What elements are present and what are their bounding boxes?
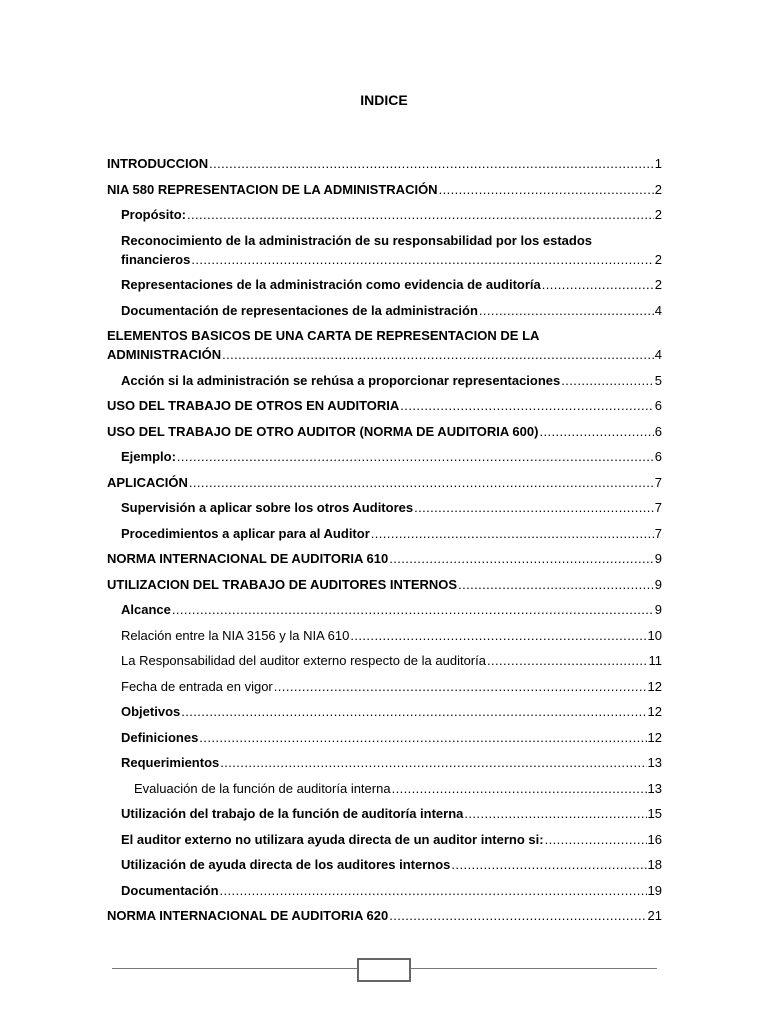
toc-leader-dots <box>414 498 654 517</box>
toc-page-number: 19 <box>647 882 662 898</box>
toc-entry-title: Objetivos <box>121 704 181 719</box>
toc-entry-title: Acción si la administración se rehúsa a proporcionar representaciones <box>121 372 561 388</box>
toc-leader-dots <box>389 549 654 568</box>
toc-entry-title: Propósito: <box>121 207 186 222</box>
toc-entry-title: Supervisión a aplicar sobre los otros Auditores <box>121 500 414 515</box>
toc-page-number: 7 <box>654 500 662 515</box>
toc-entry-title-line: ELEMENTOS BASICOS DE UNA CARTA DE REPRESENTACION DE LA <box>107 328 540 343</box>
toc-entry-title: INTRODUCCION <box>107 156 209 171</box>
toc-entry[interactable] <box>107 575 662 594</box>
toc-page-number: 9 <box>654 602 662 617</box>
toc-entry-title: Fecha de entrada en vigor <box>121 678 273 694</box>
toc-leader-dots <box>177 447 654 466</box>
toc-page-number: 7 <box>654 474 662 490</box>
toc-entry-title: Procedimientos a aplicar para al Auditor <box>121 525 370 541</box>
toc-leader-dots <box>187 205 654 224</box>
toc-entry[interactable] <box>107 326 662 364</box>
toc-page-number: 2 <box>654 181 662 197</box>
toc-entry-title: La Responsabilidad del auditor externo respecto de la auditoría <box>121 653 486 668</box>
toc-entry[interactable] <box>107 396 662 415</box>
toc-entry-title: Utilización de ayuda directa de los auditores internos <box>121 857 451 872</box>
toc-leader-dots <box>400 396 653 415</box>
toc-leader-dots <box>222 345 654 364</box>
toc-leader-dots <box>350 626 646 645</box>
toc-leader-dots <box>274 677 647 696</box>
toc-page-number: 12 <box>647 729 662 745</box>
toc-entry[interactable] <box>107 753 662 772</box>
toc-entry[interactable] <box>107 524 662 543</box>
toc-entry[interactable] <box>107 830 662 849</box>
toc-page-number: 12 <box>647 704 662 719</box>
toc-entry-title: ADMINISTRACIÓN <box>107 347 222 362</box>
toc-entry-title: financieros <box>121 251 191 267</box>
toc-entry[interactable] <box>107 180 662 199</box>
toc-page-number: 4 <box>654 302 662 318</box>
toc-leader-dots <box>220 881 647 900</box>
toc-page-number: 2 <box>654 207 662 222</box>
toc-leader-dots <box>439 180 654 199</box>
toc-page-number: 9 <box>654 576 662 592</box>
toc-entry[interactable] <box>107 804 662 823</box>
toc-leader-dots <box>389 906 646 925</box>
toc-leader-dots <box>458 575 654 594</box>
toc-entry-title: Definiciones <box>121 729 199 745</box>
toc-entry-title: NORMA INTERNACIONAL DE AUDITORIA 610 <box>107 551 389 566</box>
toc-entry-title: El auditor externo no utilizara ayuda directa de un auditor interno si: <box>121 831 544 847</box>
toc-leader-dots <box>464 804 646 823</box>
toc-entry-title: Utilización del trabajo de la función de auditoría interna <box>121 806 464 821</box>
toc-page-number: 4 <box>654 347 662 362</box>
toc-entry[interactable] <box>107 702 662 721</box>
toc-leader-dots <box>487 651 648 670</box>
toc-leader-dots <box>539 422 653 441</box>
toc-entry[interactable] <box>107 549 662 568</box>
toc-page-number: 13 <box>647 755 662 770</box>
toc-entry[interactable] <box>107 301 662 320</box>
toc-entry[interactable] <box>107 881 662 900</box>
toc-entry-title: NORMA INTERNACIONAL DE AUDITORIA 620 <box>107 908 389 923</box>
toc-page-number: 1 <box>654 156 662 171</box>
toc-entry-title: UTILIZACION DEL TRABAJO DE AUDITORES INTERNOS <box>107 576 458 592</box>
page-title: INDICE <box>360 92 408 108</box>
toc-page-number: 9 <box>654 551 662 566</box>
toc-entry-title: USO DEL TRABAJO DE OTRO AUDITOR (NORMA DE AUDITORIA 600) <box>107 423 539 439</box>
toc-leader-dots <box>561 371 654 390</box>
toc-page-number: 15 <box>647 806 662 821</box>
toc-entry[interactable] <box>107 600 662 619</box>
toc-entry[interactable] <box>107 275 662 294</box>
toc-leader-dots <box>191 250 653 269</box>
toc-entry[interactable] <box>107 371 662 390</box>
toc-entry-title: Ejemplo: <box>121 449 176 464</box>
toc-entry[interactable] <box>107 677 662 696</box>
toc-entry[interactable] <box>107 205 662 224</box>
toc-page-number: 13 <box>647 780 662 796</box>
toc-leader-dots <box>172 600 654 619</box>
toc-leader-dots <box>479 301 654 320</box>
toc-entry-title-line: Reconocimiento de la administración de su responsabilidad por los estados <box>121 232 592 248</box>
toc-leader-dots <box>542 275 654 294</box>
toc-leader-dots <box>392 779 647 798</box>
toc-page-number: 6 <box>654 423 662 439</box>
toc-entry[interactable] <box>107 855 662 874</box>
toc-leader-dots <box>371 524 654 543</box>
toc-entry-title: APLICACIÓN <box>107 474 188 490</box>
toc-page-number: 12 <box>647 678 662 694</box>
toc-entry-title: Relación entre la NIA 3156 y la NIA 610 <box>121 627 350 643</box>
toc-leader-dots <box>220 753 646 772</box>
toc-entry-title: USO DEL TRABAJO DE OTROS EN AUDITORIA <box>107 398 400 413</box>
toc-entry-title: Documentación de representaciones de la administración <box>121 302 478 318</box>
toc-entry[interactable] <box>107 154 662 173</box>
toc-entry[interactable] <box>107 422 662 441</box>
toc-leader-dots <box>189 473 654 492</box>
toc-page-number: 16 <box>647 831 662 847</box>
toc-leader-dots <box>181 702 646 721</box>
toc-page-number: 7 <box>654 525 662 541</box>
toc-entry-title: Evaluación de la función de auditoría interna <box>134 780 391 796</box>
toc-entry[interactable] <box>107 473 662 492</box>
table-of-contents <box>107 154 662 932</box>
toc-entry[interactable] <box>107 231 662 269</box>
toc-leader-dots <box>199 728 646 747</box>
toc-page-number: 21 <box>647 908 662 923</box>
toc-entry[interactable] <box>107 626 662 645</box>
toc-leader-dots <box>209 154 654 173</box>
toc-entry-title: Alcance <box>121 602 171 617</box>
toc-page-number: 18 <box>647 857 662 872</box>
toc-page-number: 2 <box>654 277 662 292</box>
toc-page-number: 5 <box>654 372 662 388</box>
toc-entry-title: NIA 580 REPRESENTACION DE LA ADMINISTRACIÓN <box>107 181 438 197</box>
toc-entry[interactable] <box>107 651 662 670</box>
toc-entry[interactable] <box>107 728 662 747</box>
toc-page-number: 6 <box>654 449 662 464</box>
toc-entry-title: Representaciones de la administración como evidencia de auditoría <box>121 277 541 292</box>
page-number-box <box>357 958 411 982</box>
toc-page-number: 6 <box>654 398 662 413</box>
toc-entry[interactable] <box>107 447 662 466</box>
toc-entry-title: Requerimientos <box>121 755 220 770</box>
toc-entry-title: Documentación <box>121 882 219 898</box>
toc-entry[interactable] <box>107 906 662 925</box>
toc-page-number: 2 <box>654 251 662 267</box>
toc-entry[interactable] <box>107 498 662 517</box>
toc-page-number: 10 <box>647 627 662 643</box>
toc-leader-dots <box>545 830 647 849</box>
toc-page-number: 11 <box>648 653 662 668</box>
toc-leader-dots <box>451 855 646 874</box>
toc-entry[interactable] <box>107 779 662 798</box>
